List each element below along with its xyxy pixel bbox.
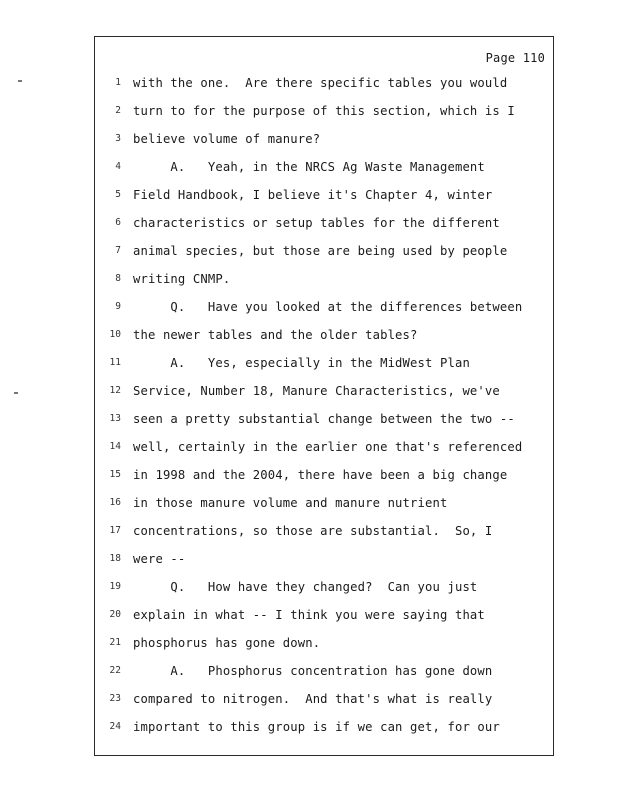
line-text: compared to nitrogen. And that's what is really [133,692,493,706]
transcript-line [95,299,553,327]
line-text: seen a pretty substantial change between the two -- [133,412,515,426]
line-text: A. Yeah, in the NRCS Ag Waste Management [133,160,485,174]
line-text: were -- [133,552,186,566]
line-text: in those manure volume and manure nutrient [133,496,448,510]
scan-mark-top [18,80,22,82]
line-text: important to this group is if we can get, for our [133,720,500,734]
transcript-line [95,411,553,439]
line-number: 2 [115,105,121,116]
transcript-line [95,719,553,747]
transcript-line [95,243,553,271]
transcript-line [95,131,553,159]
line-text: animal species, but those are being used by people [133,244,508,258]
transcript-line [95,523,553,551]
line-number: 23 [109,693,121,704]
line-number: 20 [109,609,121,620]
line-text: A. Phosphorus concentration has gone down [133,664,493,678]
transcript-line [95,383,553,411]
line-number: 16 [109,497,121,508]
line-number: 18 [109,553,121,564]
line-text: Field Handbook, I believe it's Chapter 4, winter [133,188,493,202]
page-number: Page 110 [485,51,545,65]
line-text: explain in what -- I think you were saying that [133,608,485,622]
transcript-line [95,271,553,299]
line-text: writing CNMP. [133,272,231,286]
scan-mark-middle [14,392,18,394]
transcript-line [95,663,553,691]
line-number: 14 [109,441,121,452]
transcript-line [95,691,553,719]
line-number: 7 [115,245,121,256]
line-number: 13 [109,413,121,424]
line-text: phosphorus has gone down. [133,636,321,650]
line-number: 12 [109,385,121,396]
transcript-line [95,635,553,663]
transcript-line [95,159,553,187]
transcript-line [95,495,553,523]
transcript-line [95,467,553,495]
line-number: 4 [115,161,121,172]
line-text: believe volume of manure? [133,132,321,146]
line-number: 19 [109,581,121,592]
line-number: 1 [115,77,121,88]
transcript-page [94,36,554,756]
line-text: characteristics or setup tables for the different [133,216,500,230]
line-number: 21 [109,637,121,648]
line-number: 11 [109,357,121,368]
transcript-line [95,355,553,383]
line-number: 24 [109,721,121,732]
line-text: Q. Have you looked at the differences between [133,300,523,314]
transcript-line [95,607,553,635]
line-number: 5 [115,189,121,200]
line-text: in 1998 and the 2004, there have been a big change [133,468,508,482]
line-number: 9 [115,301,121,312]
line-number: 8 [115,273,121,284]
line-number: 17 [109,525,121,536]
transcript-line [95,551,553,579]
line-number: 22 [109,665,121,676]
line-number: 15 [109,469,121,480]
line-number: 3 [115,133,121,144]
line-text: turn to for the purpose of this section, which is I [133,104,515,118]
line-text: Q. How have they changed? Can you just [133,580,478,594]
line-number: 6 [115,217,121,228]
transcript-line [95,187,553,215]
transcript-line [95,215,553,243]
line-text: with the one. Are there specific tables you would [133,76,508,90]
transcript-line [95,75,553,103]
transcript-body [95,75,553,747]
transcript-line [95,327,553,355]
line-text: Service, Number 18, Manure Characteristics, we've [133,384,500,398]
line-text: the newer tables and the older tables? [133,328,418,342]
transcript-line [95,439,553,467]
line-text: A. Yes, especially in the MidWest Plan [133,356,470,370]
transcript-line [95,103,553,131]
transcript-line [95,579,553,607]
line-text: concentrations, so those are substantial. So, I [133,524,493,538]
line-number: 10 [109,329,121,340]
line-text: well, certainly in the earlier one that's referenced [133,440,523,454]
